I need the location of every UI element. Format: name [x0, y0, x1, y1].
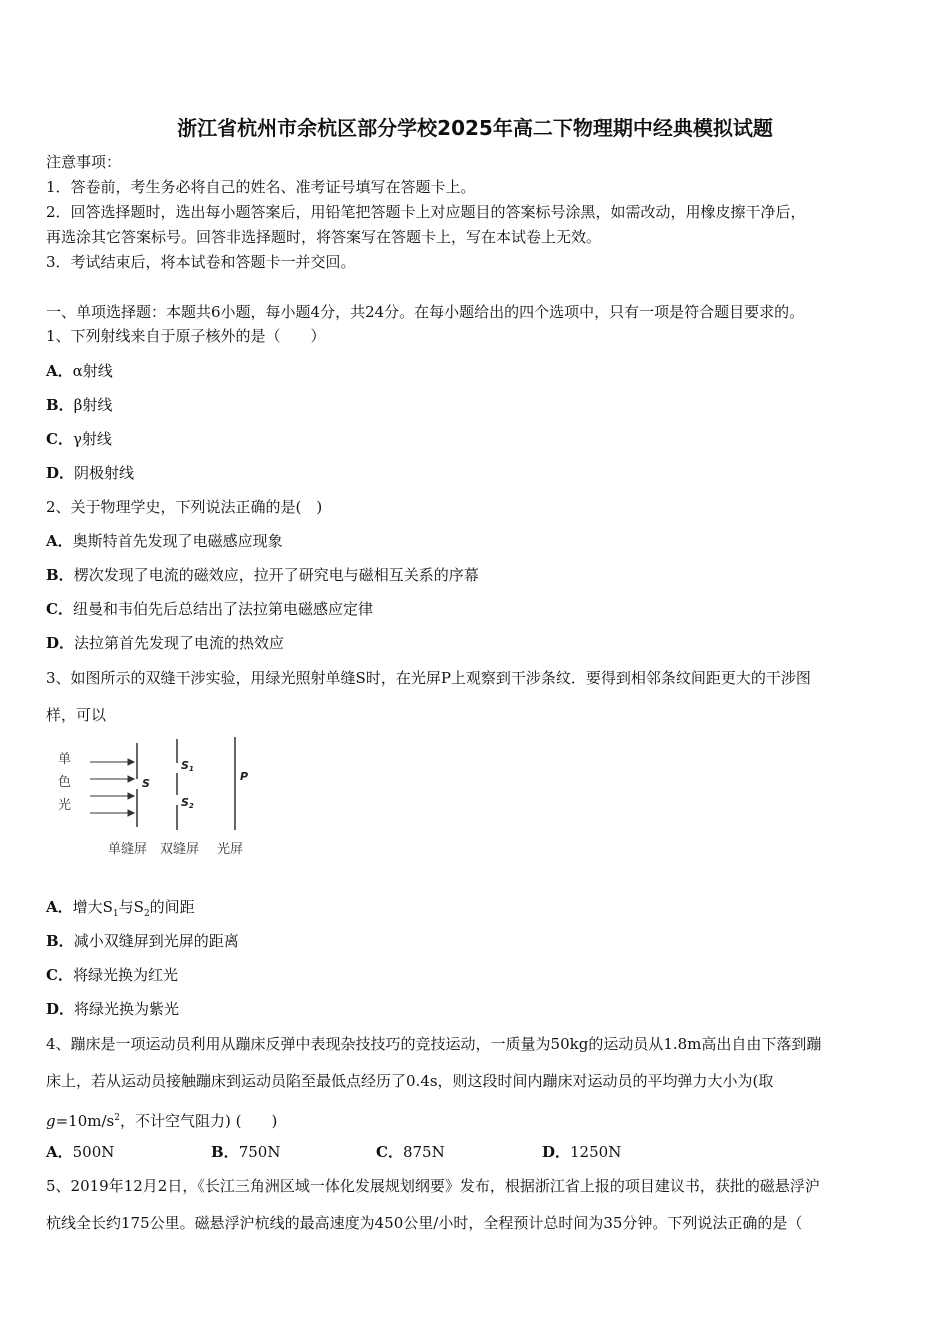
option-label: D．: [542, 1143, 571, 1161]
slit-s2-letter: S: [181, 796, 189, 809]
question-1-option-d: [46, 463, 134, 483]
notice-item: 1．答卷前，考生务必将自己的姓名、准考证号填写在答题卡上。: [46, 178, 476, 196]
option-label: A．: [46, 362, 73, 380]
question-4-option-a: [46, 1142, 114, 1162]
option-text: 阴极射线: [74, 464, 135, 482]
notice-item: 2．回答选择题时，选出每小题答案后，用铅笔把答题卡上对应题目的答案标号涂黑，如需改动，用橡皮擦干净后，: [46, 203, 806, 221]
option-text: 500N: [72, 1143, 115, 1161]
option-label: C．: [46, 430, 73, 448]
question-1-option-b: [46, 395, 112, 415]
question-5-stem-line2: 杭线全长约175公里。磁悬浮沪杭线的最高速度为450公里/小时，全程预计总时间为35分钟。下列说法正确的是（: [46, 1214, 803, 1232]
notice-item: 3．考试结束后，将本试卷和答题卡一并交回。: [46, 253, 356, 271]
option-text: 将绿光换为红光: [72, 966, 178, 984]
question-4-stem-line1: 4、蹦床是一项运动员利用从蹦床反弹中表现杂技技巧的竞技运动，一质量为50kg的运动员从1.8m高出自由下落到蹦: [46, 1035, 822, 1053]
option-text: 法拉第首先发现了电流的热效应: [74, 634, 285, 652]
variable-g: g: [46, 1112, 56, 1130]
single-slit-screen-label: 单缝屏: [108, 842, 148, 857]
slit-s2-subscript: 2: [188, 802, 194, 810]
question-4-stem-line2: 床上，若从运动员接触蹦床到运动员陷至最低点经历了0.4s，则这段时间内蹦床对运动员的平均弹力大小为(取: [46, 1072, 774, 1090]
option-label: C．: [46, 966, 73, 984]
option-label: D．: [46, 634, 75, 652]
light-label-char: 单: [58, 752, 72, 767]
stem-text: ，不计空气阻力) ( ): [119, 1112, 278, 1130]
option-label: B．: [211, 1143, 239, 1161]
stem-text: =10m/s: [55, 1112, 115, 1130]
option-label: A．: [46, 898, 73, 916]
question-2-option-a: [46, 531, 283, 551]
question-2-option-b: [46, 565, 479, 585]
option-label: B．: [46, 932, 74, 950]
option-label: B．: [46, 566, 74, 584]
double-slit-diagram: [50, 735, 270, 865]
option-text: 与S: [118, 898, 144, 916]
option-text: 将绿光换为紫光: [74, 1000, 180, 1018]
slit-s1-subscript: 1: [188, 765, 194, 773]
question-3-option-d: [46, 999, 179, 1019]
question-3-option-b: [46, 931, 239, 951]
section-heading: 一、单项选择题：本题共6小题，每小题4分，共24分。在每小题给出的四个选项中，只有一项是符合题目要求的。: [46, 303, 805, 321]
option-label: C．: [376, 1143, 403, 1161]
option-text: 1250N: [570, 1143, 622, 1161]
question-3-option-a: [46, 897, 195, 924]
option-text: 750N: [238, 1143, 281, 1161]
option-text: γ射线: [72, 430, 112, 448]
question-4-option-d: [542, 1142, 621, 1162]
double-slit-screen-label: 双缝屏: [160, 842, 200, 857]
slit-s1-letter: S: [181, 759, 189, 772]
notice-heading: 注意事项：: [46, 153, 122, 171]
slit-s2-label: [181, 796, 194, 810]
question-3-stem-line2: 样，可以: [46, 706, 107, 724]
option-text: β射线: [73, 396, 113, 414]
option-label: C．: [46, 600, 73, 618]
arrow-head: [128, 759, 134, 765]
page-title: 浙江省杭州市余杭区部分学校2025年高二下物理期中经典模拟试题: [177, 116, 773, 140]
option-label: A．: [46, 532, 73, 550]
option-text: 纽曼和韦伯先后总结出了法拉第电磁感应定律: [72, 600, 373, 618]
subscript: 1: [112, 909, 119, 919]
superscript: 2: [114, 1113, 120, 1123]
screen-p-label: P: [240, 770, 249, 783]
question-4-stem-line3: [46, 1108, 277, 1131]
option-text: 875N: [402, 1143, 445, 1161]
slit-s1-label: [181, 759, 194, 773]
light-label-char: 色: [58, 775, 72, 790]
question-2-stem: 2、关于物理学史，下列说法正确的是( ): [46, 498, 323, 516]
question-2-option-c: [46, 599, 373, 619]
option-label: A．: [46, 1143, 73, 1161]
slit-s-label: S: [142, 777, 150, 790]
notice-item: 再选涂其它答案标号。回答非选择题时，将答案写在答题卡上，写在本试卷上无效。: [46, 228, 602, 246]
arrow-head: [128, 776, 134, 782]
light-screen-label: 光屏: [217, 842, 244, 857]
option-label: D．: [46, 1000, 75, 1018]
question-1-option-a: [46, 361, 113, 381]
option-text: α射线: [72, 362, 113, 380]
option-label: B．: [46, 396, 74, 414]
option-text: 奥斯特首先发现了电磁感应现象: [72, 532, 283, 550]
subscript: 2: [143, 909, 150, 919]
arrow-head: [128, 793, 134, 799]
question-4-option-c: [376, 1142, 445, 1162]
question-5-stem-line1: 5、2019年12月2日，《长江三角洲区域一体化发展规划纲要》发布，根据浙江省上报的项目建议书，获批的磁悬浮沪: [46, 1177, 820, 1195]
light-label-char: 光: [58, 798, 72, 813]
question-1-stem: 1、下列射线来自于原子核外的是（ ）: [46, 327, 326, 345]
question-3-option-c: [46, 965, 178, 985]
double-slit-figure: [50, 735, 270, 865]
question-1-option-c: [46, 429, 112, 449]
option-text: 增大S: [72, 898, 113, 916]
option-text: 的间距: [149, 898, 195, 916]
option-label: D．: [46, 464, 75, 482]
arrow-head: [128, 810, 134, 816]
option-text: 减小双缝屏到光屏的距离: [73, 932, 239, 950]
question-3-stem-line1: 3、如图所示的双缝干涉实验，用绿光照射单缝S时，在光屏P上观察到干涉条纹．要得到相邻条纹间距更大的干涉图: [46, 669, 811, 687]
option-text: 楞次发现了电流的磁效应，拉开了研究电与磁相互关系的序幕: [73, 566, 479, 584]
question-2-option-d: [46, 633, 284, 653]
question-4-option-b: [211, 1142, 280, 1162]
